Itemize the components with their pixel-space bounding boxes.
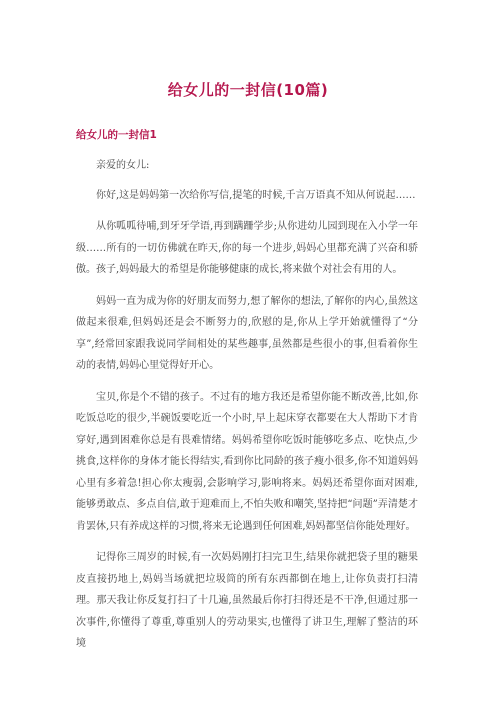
paragraph: 记得你三周岁的时候,有一次妈妈刚打扫完卫生,结果你就把袋子里的糖果皮直接扔地上,妈妈当场就把垃圾筒的所有东西都倒在地上,让你负责打扫清理。那天我让你反复打扫了十几遍,虽然最后你打扫得还是不干净,但通过那一次事件,你懂得了尊重,尊重别人的劳动果实,也懂得了讲卫生,理解了整洁的环境 — [76, 552, 418, 649]
paragraph: 从你呱呱待哺,到牙牙学语,再到蹒跚学步;从你进幼儿园到现在入小学一年级……所有的一切仿佛就在昨天,你的每一个进步,妈妈心里都充满了兴奋和骄傲。孩子,妈妈最大的希望是你能够健康的成长,将来做个对社会有用的人。 — [76, 221, 418, 275]
salutation: 亲爱的女儿: — [96, 160, 150, 171]
document-title: 给女儿的一封信(10篇) — [167, 81, 329, 99]
paragraph: 你好,这是妈妈第一次给你写信,提笔的时候,千言万语真不知从何说起…… — [96, 189, 416, 201]
paragraph: 宝贝,你是个不错的孩子。不过有的地方我还是希望你能不断改善,比如,你吃饭总吃的很少,半碗饭要吃近一个小时,早上起床穿衣都要在大人帮助下才肯穿好,遇到困难你总是有畏难情绪。妈妈希望你吃饭时能够吃多点、吃快点,少挑食,这样你的身体才能长得结实,看到你比同龄的孩子瘦小很多,你不知道妈妈心里有多着急!担心你太瘦弱,会影响学习,影响将来。妈妈还希望你面对困难,能够勇敢点、多点自信,敢于迎难而上,不怕失败和嘲笑,坚持把“问题”弄清楚才肯罢休,只有养成这样的习惯,将来无论遇到任何困难,妈妈都坚信你能处理好。 — [76, 391, 418, 532]
section-heading: 给女儿的一封信1 — [76, 129, 157, 141]
paragraph: 妈妈一直为成为你的好朋友而努力,想了解你的想法,了解你的内心,虽然这做起来很难,但妈妈还是会不断努力的,欣慰的是,你从上学开始就懂得了“分享”,经常回家跟我说同学间相处的某些趣事,虽然都是些很小的事,但看着你生动的表情,妈妈心里觉得好开心。 — [76, 295, 418, 371]
letter-body — [76, 155, 418, 665]
